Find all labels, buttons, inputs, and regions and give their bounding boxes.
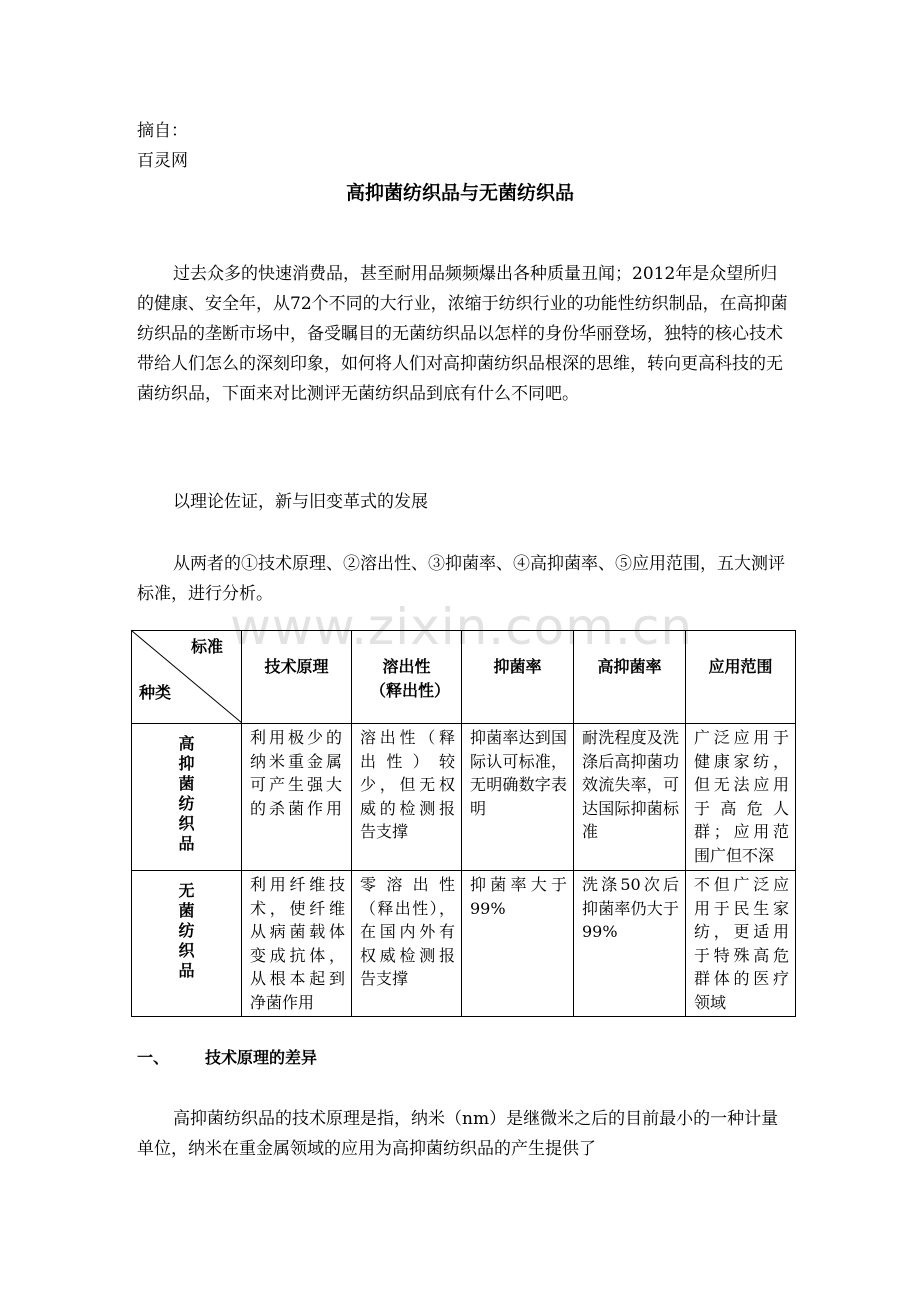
table-row: [132, 724, 796, 871]
table-header-row: [132, 631, 796, 724]
table-corner-cell: [132, 631, 242, 724]
source-name: 百灵网: [137, 151, 188, 171]
intro-paragraph: 过去众多的快速消费品，甚至耐用品频频爆出各种质量丑闻；2012年是众望所归的健康、安全年，从72个不同的大行业，浓缩于纺织行业的功能性纺织制品，在高抑菌纺织品的垄断市场中，备受瞩目的无菌纺织品以怎样的身份华丽登场，独特的核心技术带给人们怎么的深刻印象，如何将人们对高抑菌纺织品根深的思维，转向更高科技的无菌纺织品，下面来对比测评无菌纺织品到底有什么不同吧。: [137, 264, 788, 404]
watermark: www.zixin.com.cn: [230, 598, 694, 656]
row-header: 无菌纺织品: [132, 871, 242, 1017]
criteria-paragraph: 从两者的①技术原理、②溶出性、③抑菌率、④高抑菌率、⑤应用范围，五大测评标准，进行分析。: [137, 554, 785, 604]
comparison-table: [131, 630, 796, 1017]
column-header: 溶出性（释出性）: [352, 631, 462, 724]
theory-paragraph: 以理论佐证，新与旧变革式的发展: [173, 492, 428, 512]
table-row: [132, 871, 796, 1017]
table-cell: 利用纤维技术，使纤维从病菌载体变成抗体，从根本起到净菌作用: [242, 871, 352, 1017]
diagonal-divider: [132, 631, 242, 723]
table-cell: 不但广泛应用于民生家纺，更适用于特殊高危群体的医疗领域: [686, 871, 796, 1017]
table-cell: 洗涤50次后抑菌率仍大于99%: [574, 871, 686, 1017]
table-cell: 利用极少的纳米重金属可产生强大的杀菌作用: [242, 724, 352, 871]
section-number: 一、: [137, 1048, 170, 1067]
table-cell: 零溶出性（释出性），在国内外有权威检测报告支撑: [352, 871, 462, 1017]
section-heading: [137, 1046, 317, 1070]
document-title: 高抑菌纺织品与无菌纺织品: [345, 182, 574, 204]
table-cell: 耐洗程度及洗涤后高抑菌功效流失率，可达国际抑菌标准: [574, 724, 686, 871]
section-title: 技术原理的差异: [205, 1048, 318, 1067]
table-cell: 广泛应用于健康家纺，但无法应用于高危人群；应用范围广但不深: [686, 724, 796, 871]
column-header: 抑菌率: [462, 631, 574, 724]
column-header: 应用范围: [686, 631, 796, 724]
tech-paragraph: 高抑菌纺织品的技术原理是指，纳米（nm）是继微米之后的目前最小的一种计量单位，纳米在重金属领域的应用为高抑菌纺织品的产生提供了: [137, 1109, 779, 1159]
corner-label-standard: 标准: [190, 637, 223, 656]
row-header: 高抑菌纺织品: [132, 724, 242, 871]
column-header: 技术原理: [242, 631, 352, 724]
table-cell: 抑菌率达到国际认可标准，无明确数字表明: [462, 724, 574, 871]
table-cell: 溶出性（释出性）较少，但无权威的检测报告支撑: [352, 724, 462, 871]
source-label: 摘自：: [137, 121, 188, 141]
corner-label-type: 种类: [139, 683, 172, 702]
column-header: 高抑菌率: [574, 631, 686, 724]
table-cell: 抑菌率大于99%: [462, 871, 574, 1017]
